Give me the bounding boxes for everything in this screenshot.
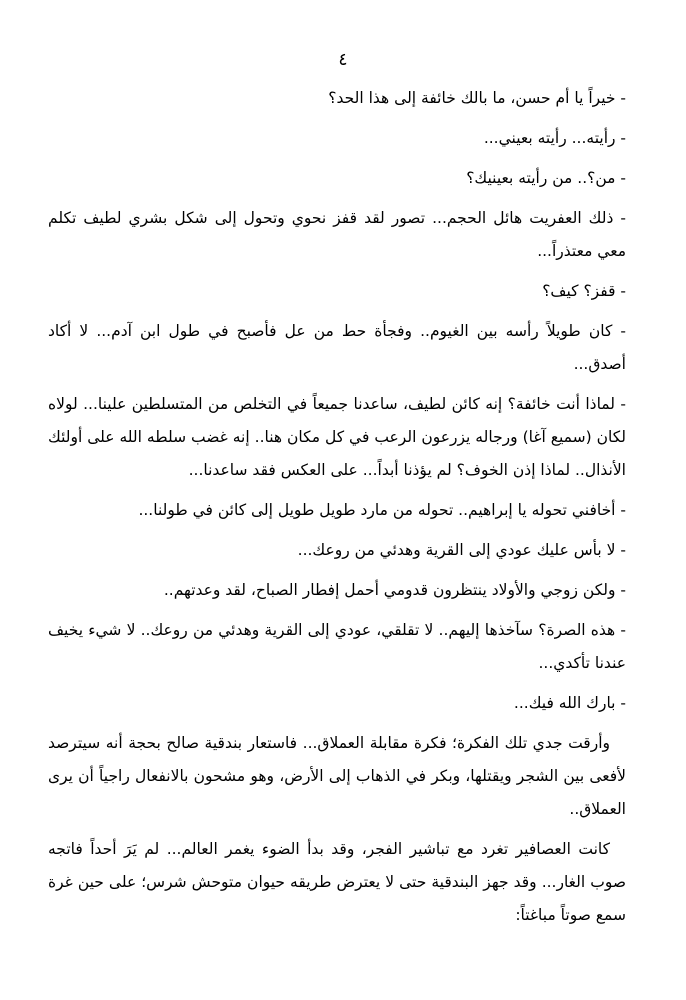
dialogue-line: - رأيته... رأيته بعيني...: [483, 129, 626, 147]
body-text: [48, 82, 626, 939]
dialogue-line: - لا بأس عليك عودي إلى القرية وهدئي من روعك...: [297, 541, 626, 559]
dialogue-line: - قفز؟ كيف؟: [542, 282, 626, 300]
page-number: ٤: [338, 50, 348, 70]
narrative-paragraph: وأرقت جدي تلك الفكرة؛ فكرة مقابلة العملاق... فاستعار بندقية صالح بحجة أنه سيترصد لأفعى بين الشجر ويقتلها، وبكر في الذهاب إلى الأرض، وهو مشحون بالانفعال راجياً أن يرى العملاق..: [48, 734, 626, 818]
dialogue-line: - أخافني تحوله يا إبراهيم.. تحوله من مارد طويل طويل إلى كائن في طولنا...: [138, 501, 626, 519]
dialogue-line: - ذلك العفريت هائل الحجم... تصور لقد قفز نحوي وتحول إلى شكل بشري لطيف تكلم معي معتذراً...: [48, 209, 626, 260]
dialogue-line: - ولكن زوجي والأولاد ينتظرون قدومي أحمل إفطار الصباح، لقد وعدتهم..: [163, 581, 626, 599]
dialogue-line: - كان طويلاً رأسه بين الغيوم.. وفجأة حط من عل فأصبح في طول ابن آدم... لا أكاد أصدق...: [48, 322, 626, 373]
dialogue-line: - بارك الله فيك...: [513, 694, 626, 712]
dialogue-line: - لماذا أنت خائفة؟ إنه كائن لطيف، ساعدنا جميعاً في التخلص من المتسلطين علينا... لولاه لكان (سميع آغا) ورجاله يزرعون الرعب في كل مكان هنا.. إنه غضب سلطه الله على أولئك الأنذال.. لماذا إذن الخوف؟ لم يؤذنا أبداً... على العكس فقد ساعدنا...: [48, 395, 626, 479]
dialogue-line: - من؟.. من رأيته بعينيك؟: [466, 169, 626, 187]
dialogue-line: - هذه الصرة؟ سآخذها إليهم.. لا تقلقي، عودي إلى القرية وهدئي من روعك.. لا شيء يخيف عندنا تأكدي...: [48, 621, 626, 672]
narrative-paragraph: كانت العصافير تغرد مع تباشير الفجر، وقد بدأ الضوء يغمر العالم... لم يَرَ أحداً فاتجه صوب الغار... وقد جهز البندقية حتى لا يعترض طريقه حيوان متوحش شرس؛ على حين غرة سمع صوتاً مباغتاً:: [48, 840, 626, 924]
dialogue-line: - خيراً يا أم حسن، ما بالك خائفة إلى هذا الحد؟: [328, 89, 626, 107]
